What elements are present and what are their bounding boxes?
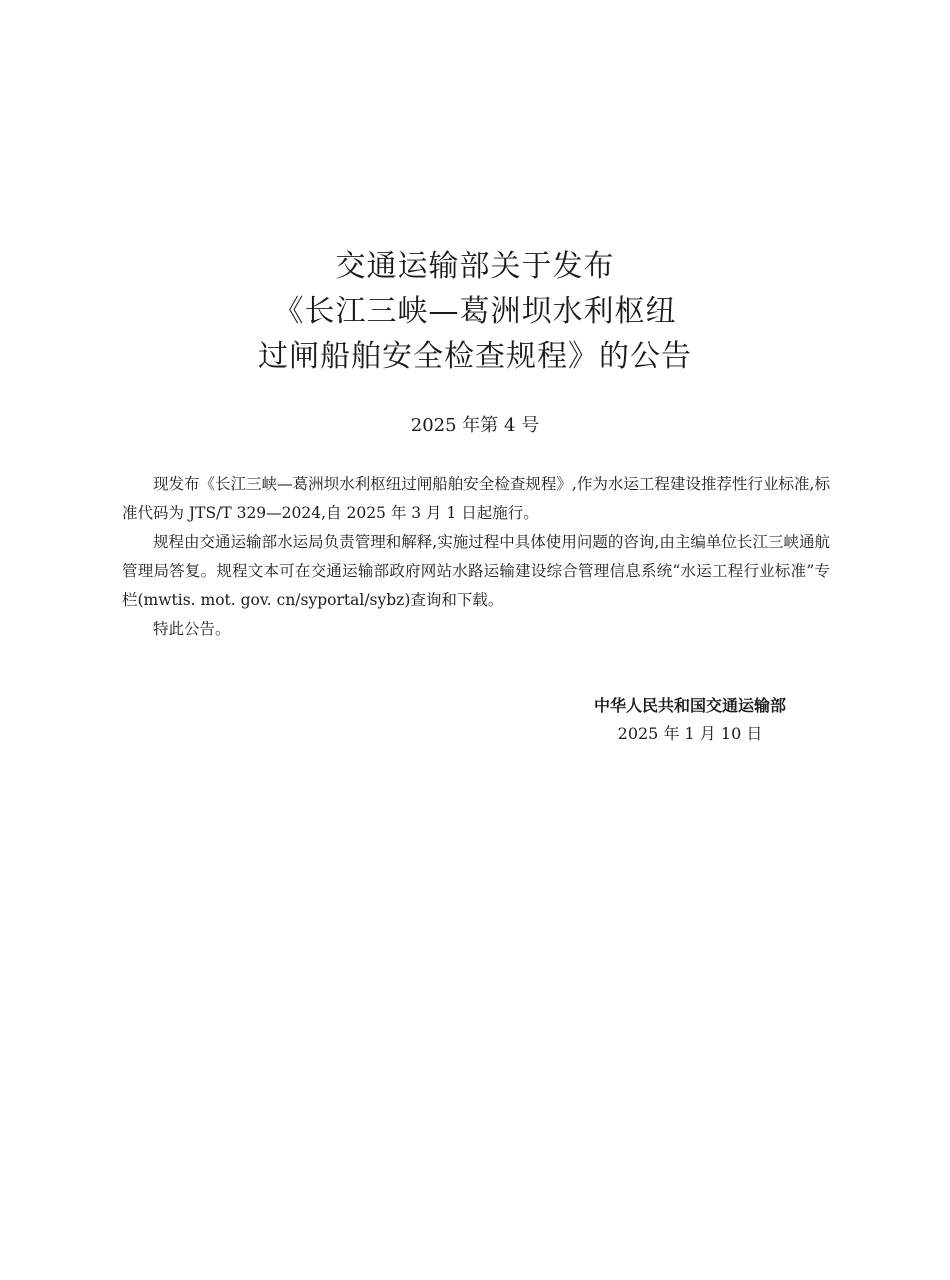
issue-number: 2025 年第 4 号	[410, 415, 540, 436]
signature-block	[540, 692, 840, 748]
announcement-body	[122, 470, 830, 644]
paragraph-publication: 现发布《长江三峡—葛洲坝水利枢纽过闸船舶安全检查规程》,作为水运工程建设推荐性行业标准,标准代码为 JTS/T 329—2024,自 2025 年 3 月 1 日起施行。	[122, 475, 830, 522]
paragraph-closing: 特此公告。	[153, 620, 231, 638]
paragraph-management: 规程由交通运输部水运局负责管理和解释,实施过程中具体使用问题的咨询,由主编单位长江三峡通航管理局答复。规程文本可在交通运输部政府网站水路运输建设综合管理信息系统“水运工程行业标准”专栏(mwtis. mot. gov. cn/syportal/sybz)查询和下载。	[122, 533, 830, 609]
issuing-organization: 中华人民共和国交通运输部	[593, 696, 786, 715]
issue-date: 2025 年 1 月 10 日	[617, 724, 763, 743]
title-line-2: 《长江三峡—葛洲坝水利枢纽	[273, 294, 677, 329]
title-line-1: 交通运输部关于发布	[335, 249, 615, 284]
title-line-3: 过闸船舶安全检查规程》的公告	[258, 339, 692, 374]
announcement-title	[0, 244, 950, 379]
